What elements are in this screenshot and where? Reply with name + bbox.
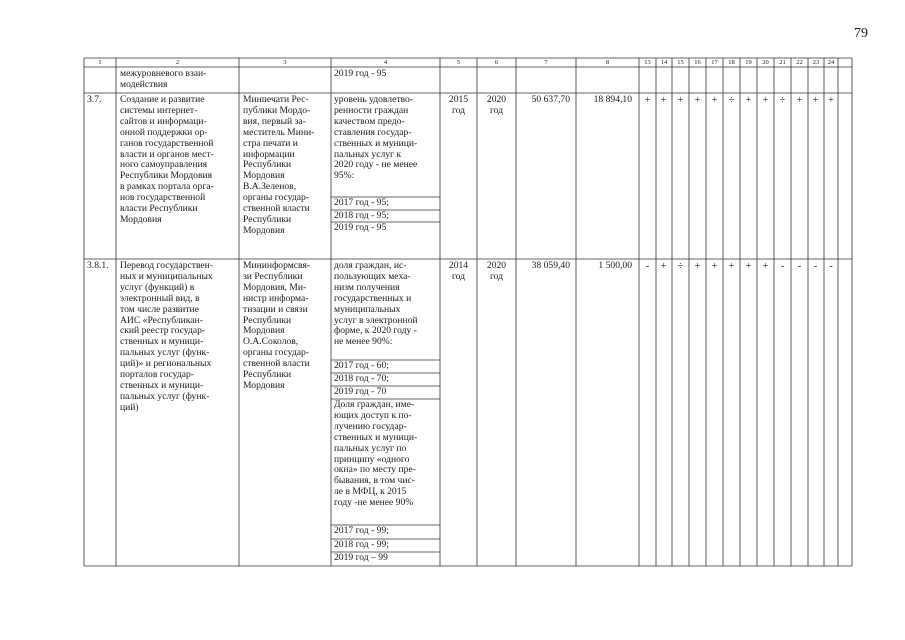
- col-header-19: 19: [745, 59, 752, 66]
- row-381-mark-22: -: [797, 261, 802, 272]
- row-381-mark-23: -: [813, 261, 818, 272]
- row-381-mark-21: -: [780, 261, 785, 272]
- col-header-17: 17: [711, 59, 718, 66]
- row-37-indicator: уровень удовлетво- ренности граждан качеством предо- ставления государ- ственных и муници- пальных услуг к 2020 году - не менее 95%:: [334, 95, 418, 182]
- row-37-sum-col8: 18 894,10: [593, 95, 632, 105]
- row-37-mark-21: ÷: [779, 95, 786, 106]
- col-header-15: 15: [677, 59, 684, 66]
- row-381-mark-19: +: [745, 261, 752, 272]
- col-header-20: 20: [762, 59, 769, 66]
- col-header-22: 22: [796, 59, 803, 66]
- row-381-sum-col8: 1 500,00: [598, 261, 632, 271]
- col-header-6: 6: [494, 59, 499, 66]
- row-381-executor: Мининформсвя- зи Республики Мордовия, Ми- нистр информа- тизации и связи Республики Мордовия О.А.Соколов, органы государ- ственной власти Республики Мордовия: [243, 261, 311, 391]
- row-37-mark-24: +: [828, 95, 834, 106]
- col-header-7: 7: [544, 59, 548, 66]
- col-header-16: 16: [694, 59, 701, 66]
- page-number: 79: [854, 26, 868, 41]
- continuation-indicator: 2019 год - 95: [334, 69, 387, 79]
- row-37-mark-16: +: [694, 95, 701, 106]
- row-37-mark-13: +: [644, 95, 651, 106]
- row-37-mark-23: +: [812, 95, 819, 106]
- col-header-2: 2: [175, 59, 180, 66]
- col-header-1: 1: [98, 59, 102, 66]
- row-37-mark-19: +: [745, 95, 752, 106]
- row-37-mark-20: +: [762, 95, 769, 106]
- row-381-name: Перевод государствен- ных и муниципальных услуг (функций) в электронный вид, в том числе развитие АИС «Республикан- ский реестр государ- ственных и муници- пальных услуг (функ- ций)» и региональных порталов государ- ственных и муници- пальных услуг (функ- ций): [120, 261, 214, 413]
- row-381-indicator-1-2019: 2019 год - 70: [334, 387, 387, 397]
- col-header-18: 18: [728, 59, 735, 66]
- row-37-mark-18: ÷: [728, 95, 735, 106]
- row-37-mark-14: +: [660, 95, 667, 106]
- row-37-number: 3.7.: [87, 95, 102, 105]
- row-381-end: 2020 год: [486, 261, 507, 282]
- col-header-8: 8: [605, 59, 610, 66]
- row-381-mark-16: +: [694, 261, 701, 272]
- row-381-indicator-2: Доля граждан, име- ющих доступ к по- лучению государ- ственных и муници- пальных услуг по принципу «одного окна» по месту пре- бывания, в том чис- ле в МФЦ, к 2015 году -не менее 90%: [334, 400, 418, 509]
- row-381-sum-col7: 38 059,40: [531, 261, 570, 271]
- row-381-mark-24: -: [829, 261, 833, 272]
- col-header-14: 14: [660, 59, 668, 66]
- continuation-name: межуровневого взаи- модействия: [120, 69, 207, 90]
- row-37-indicator-2017: 2017 год - 95;: [334, 198, 389, 208]
- col-header-13: 13: [644, 59, 651, 66]
- row-381-indicator-2-2017: 2017 год - 99;: [334, 526, 389, 536]
- row-381-mark-17: +: [711, 261, 718, 272]
- col-header-3: 3: [283, 59, 287, 66]
- row-37-mark-22: +: [796, 95, 803, 106]
- row-381-mark-13: -: [645, 261, 650, 272]
- row-381-indicator-1: доля граждан, ис- пользующих меха- низм получения государственных и муниципальных услуг в электронной форме, к 2020 году - не менее 90%:: [334, 261, 418, 348]
- col-header-23: 23: [812, 59, 820, 66]
- row-381-mark-20: +: [762, 261, 769, 272]
- row-381-mark-14: +: [660, 261, 667, 272]
- row-381-indicator-1-2017: 2017 год - 60;: [334, 361, 389, 371]
- row-381-indicator-2-2018: 2018 год - 99;: [334, 540, 389, 550]
- row-37-indicator-2018: 2018 год - 95;: [334, 211, 389, 221]
- row-37-sum-col7: 50 637,70: [531, 95, 570, 105]
- row-37-indicator-2019: 2019 год - 95: [334, 223, 387, 233]
- row-381-indicator-2-2019: 2019 год – 99: [334, 553, 388, 563]
- row-37-executor: Минпечати Рес- публики Мордо- вия, первый за- меститель Мини- стра печати и информации Республики Мордовия В.А.Зеленов, органы государ- ственной власти Республики Мордовия: [243, 95, 315, 236]
- col-header-4: 4: [383, 59, 388, 66]
- row-381-indicator-1-2018: 2018 год - 70;: [334, 374, 389, 384]
- row-381-number: 3.8.1.: [87, 261, 109, 271]
- row-37-end: 2020 год: [486, 95, 507, 116]
- col-header-24: 24: [827, 59, 835, 66]
- row-37-start: 2015 год: [448, 95, 469, 116]
- row-37-name: Создание и развитие системы интернет- сайтов и информаци- онной поддержки ор- ганов государственной власти и органов мест- ного самоуправления Республики Мордовия в рамках портала орга- нов государственной власти Республики Мордовия: [120, 95, 214, 225]
- col-header-5: 5: [456, 59, 461, 66]
- row-381-mark-15: ÷: [677, 261, 684, 272]
- row-37-mark-15: +: [677, 95, 684, 106]
- col-header-21: 21: [779, 59, 786, 66]
- row-37-mark-17: +: [711, 95, 718, 106]
- row-381-mark-18: +: [728, 261, 735, 272]
- row-381-start: 2014 год: [448, 261, 469, 282]
